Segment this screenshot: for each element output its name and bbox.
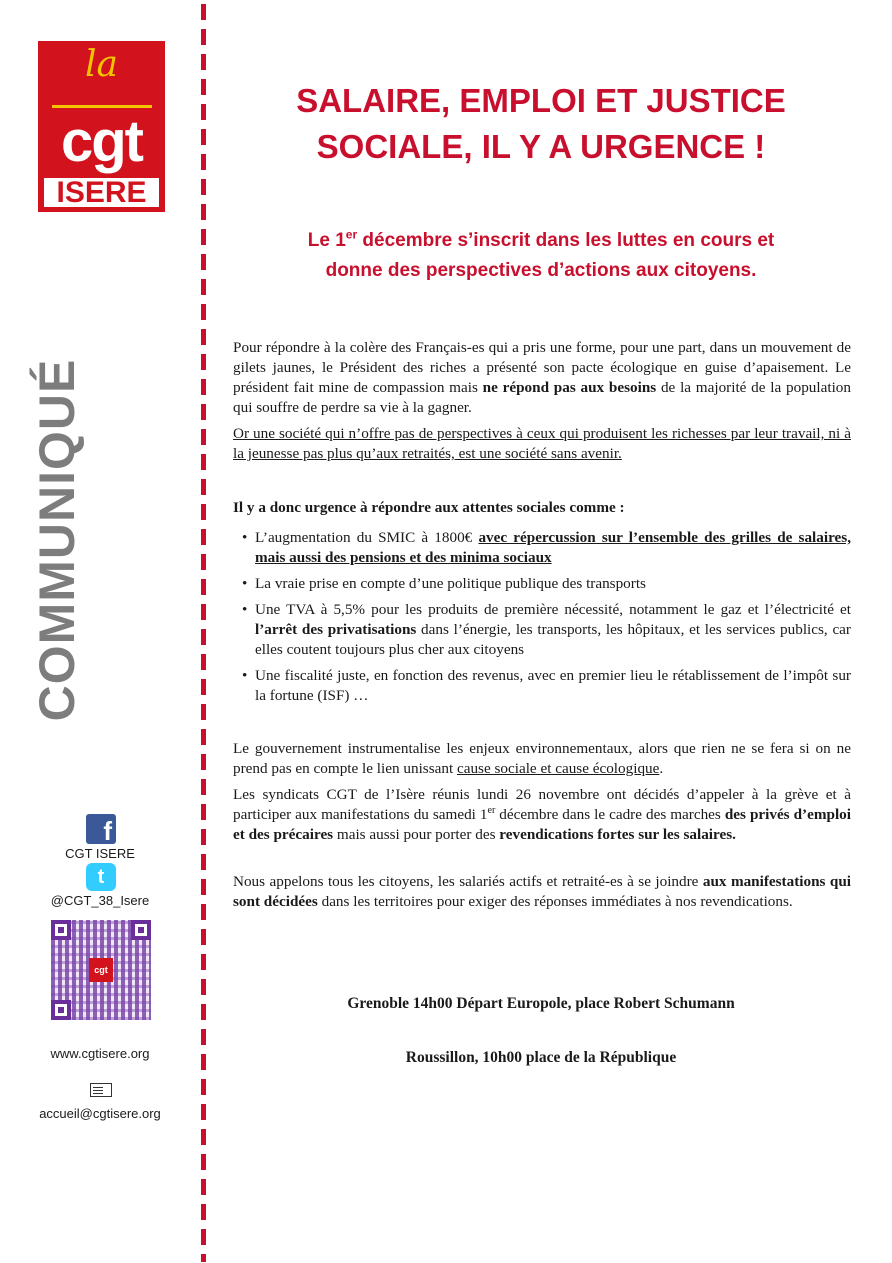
demands-list <box>233 528 851 712</box>
intro-p1-bold: ne répond pas aux besoins <box>482 379 657 396</box>
p4-c: mais aussi pour porter des <box>333 826 500 843</box>
p4-sup: er <box>487 804 496 816</box>
p5-b: dans les territoires pour exiger des réponses immédiates à nos revendications. <box>317 893 793 910</box>
facebook-icon[interactable]: f <box>86 814 116 844</box>
email-link[interactable]: accueil@cgtisere.org <box>39 1106 161 1121</box>
website-link[interactable]: www.cgtisere.org <box>50 1046 150 1061</box>
item3-b: dans l’énergie, les transports, les hôpitaux, et les services publics, car elles coutent toujours plus cher aux citoyens <box>255 621 851 658</box>
p3-a: Le gouvernement instrumentalise les enjeux environnementaux, alors que rien ne se fera si on ne prend pas en compte le lien unissant <box>233 740 851 777</box>
intro-p1-a: Pour répondre à la colère des Français-es qui a pris une forme, pour une part, dans un mouvement de gilets jaunes, le Président des riches a présenté son pacte écologique en guise d’apaisement. Le président fait mine de compassion mais <box>233 339 851 396</box>
list-item: • La vraie prise en compte d’une politique publique des transports <box>233 574 851 594</box>
qr-finder-top-left <box>51 920 71 940</box>
qr-finder-bottom-left <box>51 1000 71 1020</box>
communique-label-wrap <box>22 310 92 770</box>
p3-underlined: cause sociale et cause écologique <box>456 760 660 777</box>
logo-la-text: la <box>85 44 118 85</box>
twitter-label[interactable]: @CGT_38_Isere <box>50 893 150 908</box>
subtitle-line-2: donne des perspectives d’actions aux citoyens. <box>325 260 757 281</box>
subtitle <box>230 226 852 286</box>
intro-p1-b: de la majorité de la population qui souffre de perdre sa vie à la gagner. <box>233 379 851 416</box>
dashed-divider <box>201 4 206 1262</box>
item3-bold: l’arrêt des privatisations <box>255 621 417 638</box>
p4-bold-2: revendications fortes sur les salaires. <box>499 826 736 843</box>
event-grenoble: Grenoble 14h00 Départ Europole, place Robert Schumann <box>347 995 735 1012</box>
logo-cgt-text: cgt <box>61 109 142 174</box>
item3-a: Une TVA à 5,5% pour les produits de première nécessité, notamment le gaz et l’électricité et <box>255 601 851 618</box>
cgt-isere-logo <box>38 41 165 212</box>
qr-center-logo: cgt <box>89 958 113 982</box>
p4-b: décembre dans le cadre des marches <box>495 806 725 823</box>
p5-bold: aux manifestations qui sont décidées <box>233 873 852 910</box>
mail-icon <box>90 1083 112 1097</box>
body-paragraph-4 <box>233 785 851 845</box>
subtitle-line-1 <box>230 226 852 256</box>
body-paragraph-5 <box>233 872 851 912</box>
list-item: • Une fiscalité juste, en fonction des revenus, avec en premier lieu le rétablissement de l’impôt sur la fortune (ISF) … <box>233 666 851 706</box>
intro-paragraph-2: Or une société qui n’offre pas de perspectives à ceux qui produisent les richesses par leur travail, ni à la jeunesse pas plus qu’aux retraités, est une société sans avenir. <box>233 425 851 462</box>
logo-underline <box>52 105 152 108</box>
page-title <box>230 78 852 170</box>
list-item <box>233 528 851 568</box>
item1-bold: avec répercussion sur l’ensemble des grilles de salaires, mais aussi des pensions et des minima sociaux <box>255 529 852 566</box>
twitter-icon[interactable]: t <box>86 863 116 891</box>
p4-bold-1: des privés d’emploi et des précaires <box>233 806 851 843</box>
intro-paragraph-1 <box>233 338 851 418</box>
facebook-label[interactable]: CGT ISERE <box>65 846 135 861</box>
p4-a: Les syndicats CGT de l’Isère réunis lundi 26 novembre ont décidés d’appeler à la grève et à participer aux manifestations du samedi 1 <box>233 786 851 823</box>
title-line-2: SOCIALE, IL Y A URGENCE ! <box>316 128 766 165</box>
logo-isere-box <box>44 178 159 207</box>
subtitle-sup: er <box>345 227 358 242</box>
subtitle-line-1-rest: décembre s’inscrit dans les luttes en cours et <box>357 230 775 251</box>
list-item <box>233 600 851 660</box>
sidebar <box>0 0 200 1263</box>
demands-heading: Il y a donc urgence à répondre aux attentes sociales comme : <box>233 499 625 516</box>
communique-label: COMMUNIQUÉ <box>29 358 85 722</box>
subtitle-pre: Le 1 <box>307 230 346 251</box>
p3-b: . <box>659 760 664 777</box>
logo-isere-text: ISERE <box>56 176 147 209</box>
body-paragraph-3 <box>233 739 851 779</box>
qr-code <box>51 920 151 1020</box>
qr-finder-top-right <box>131 920 151 940</box>
p5-a: Nous appelons tous les citoyens, les salariés actifs et retraité-es à se joindre <box>233 873 703 890</box>
title-line-1: SALAIRE, EMPLOI ET JUSTICE <box>296 82 786 119</box>
item1-a: L’augmentation du SMIC à 1800€ <box>255 529 479 546</box>
event-roussillon: Roussillon, 10h00 place de la République <box>405 1049 677 1066</box>
